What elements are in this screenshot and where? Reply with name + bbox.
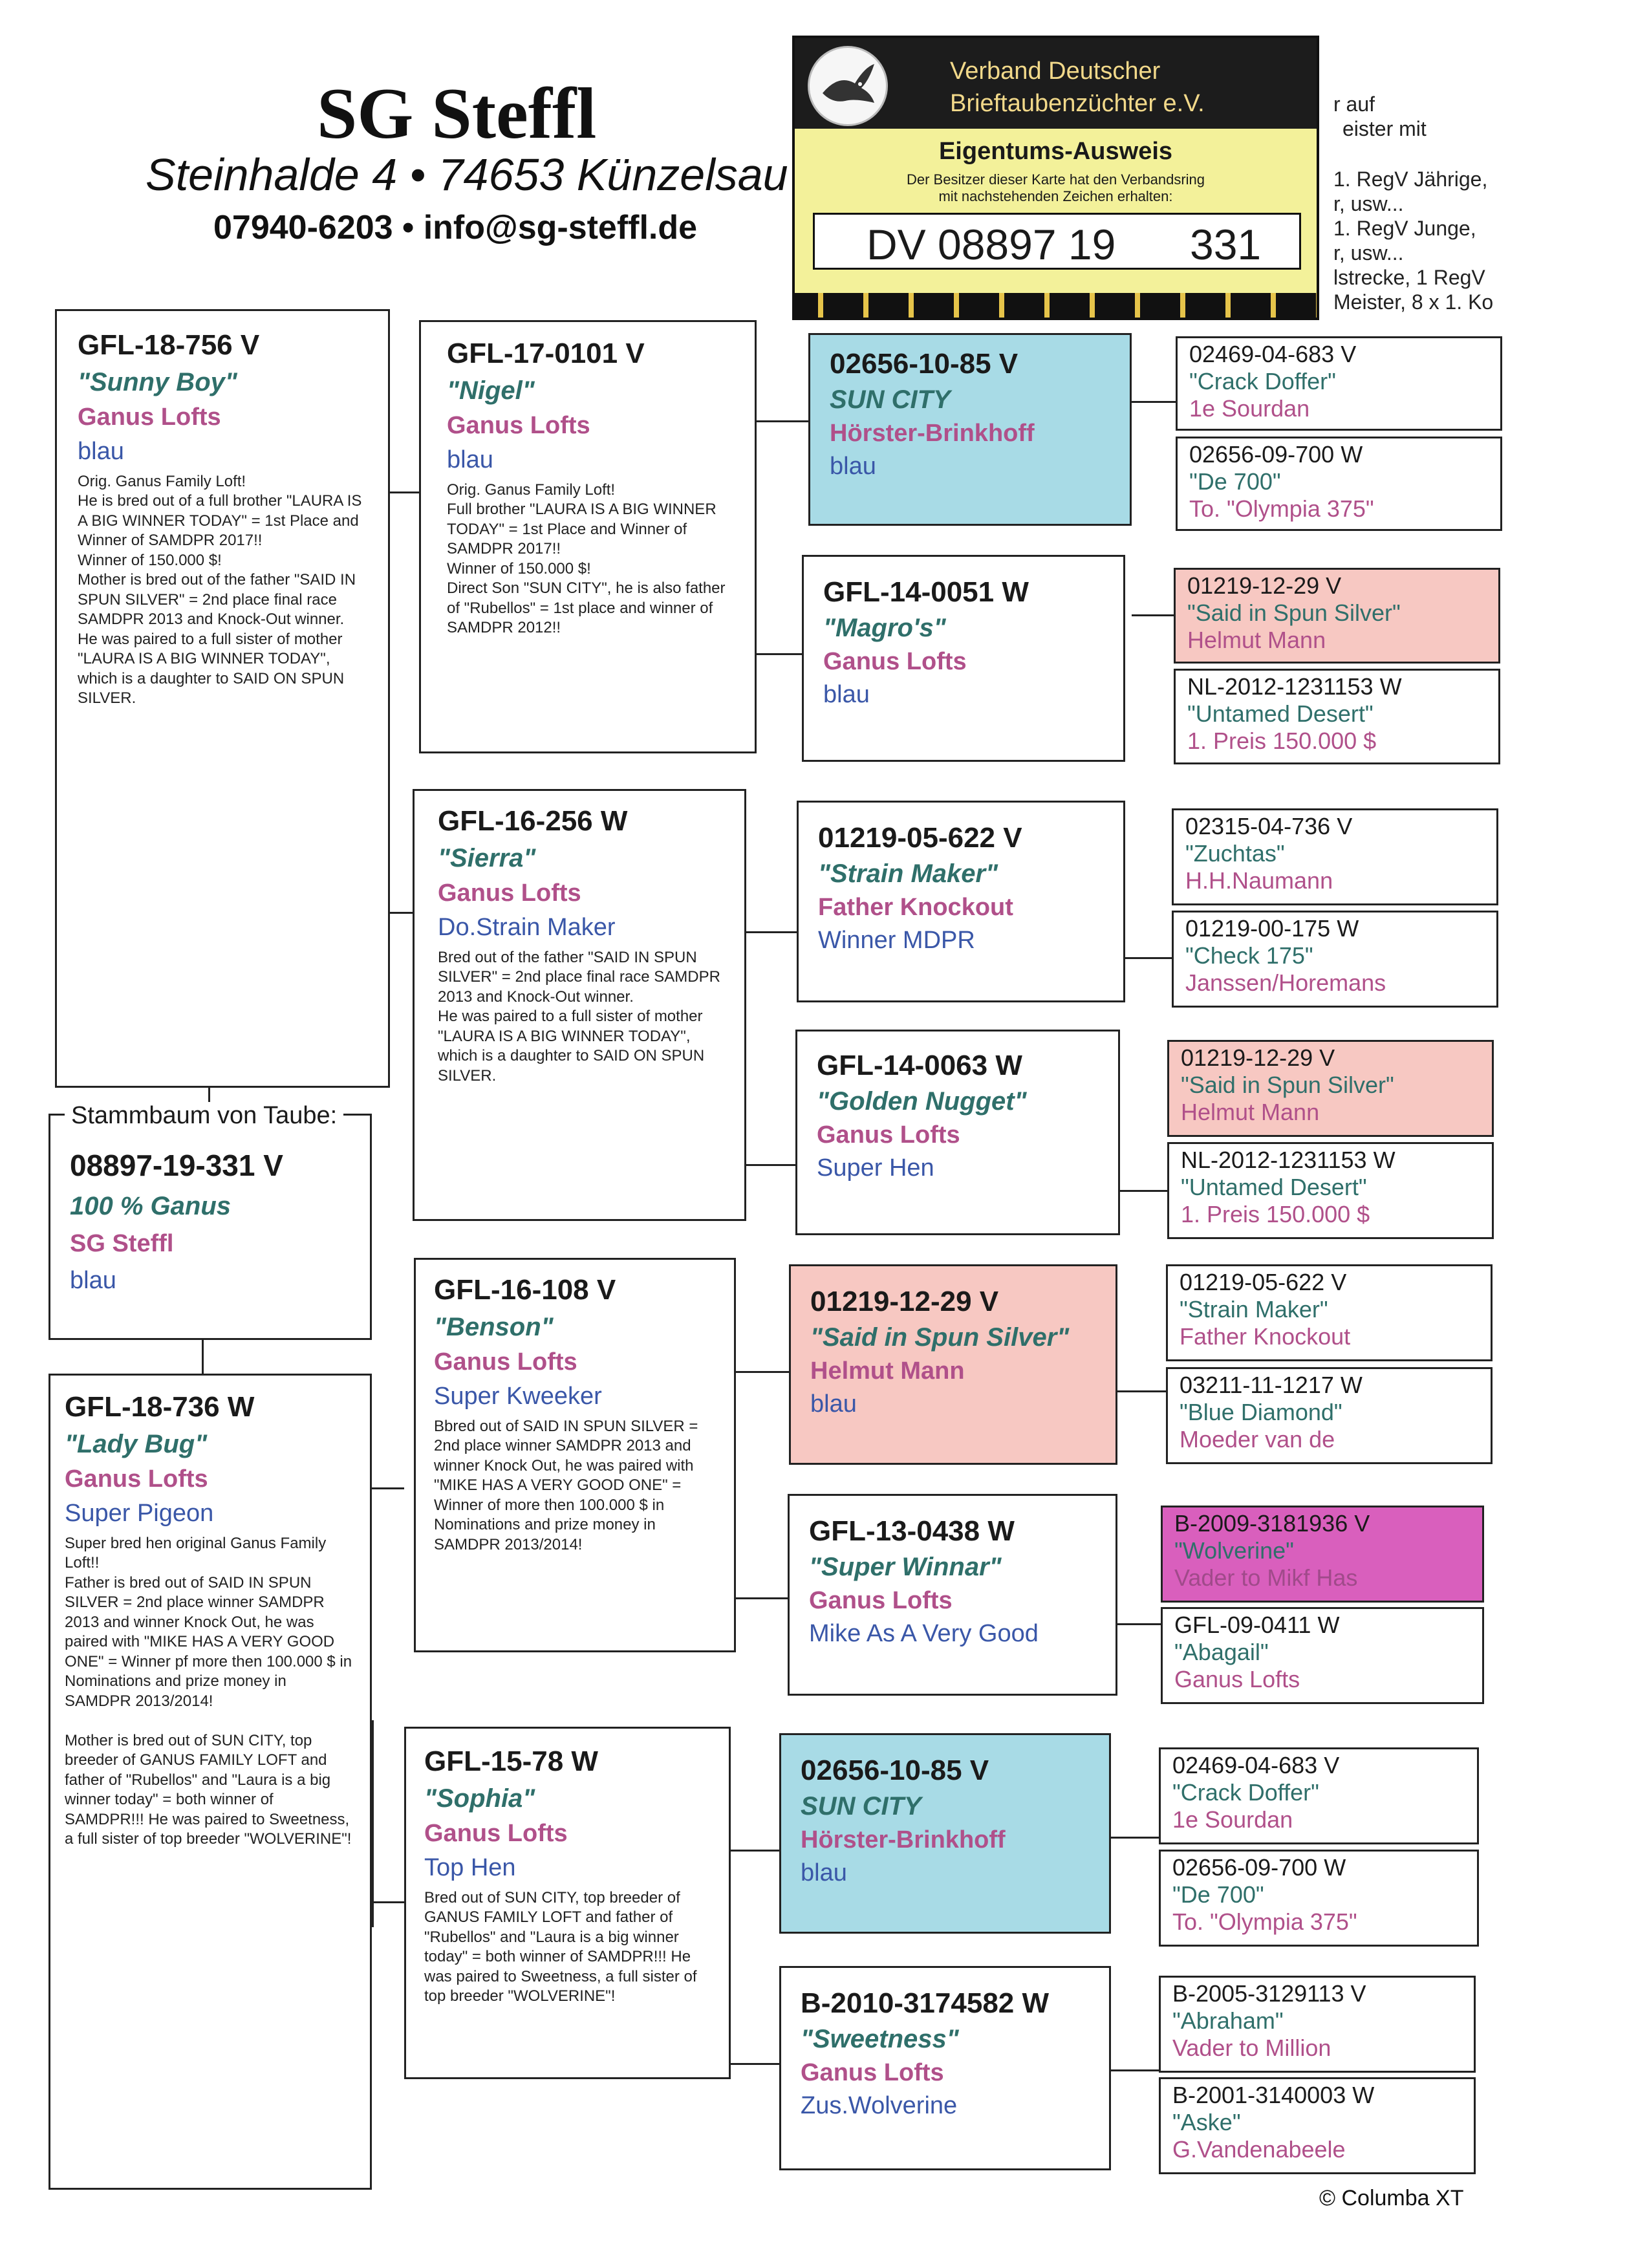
ggg-loft: Janssen/Horemans <box>1185 969 1386 996</box>
ggg-loft: 1. Preis 150.000 $ <box>1187 728 1377 754</box>
snippet: lstrecke, 1 RegV <box>1333 266 1485 289</box>
sticker-card-text2: mit nachstehenden Zeichen erhalten: <box>938 188 1173 204</box>
grandparent-loft: Ganus Lofts <box>447 412 590 439</box>
connector <box>387 491 419 493</box>
ggg-name: "Strain Maker" <box>1180 1296 1328 1323</box>
subject-color: blau <box>70 1267 116 1294</box>
header-contact: 07940-6203 • info@sg-steffl.de <box>213 209 698 246</box>
grandparent-color: blau <box>447 446 493 473</box>
gg-ring: GFL-14-0063 W <box>817 1050 1022 1081</box>
subject-loft: SG Steffl <box>70 1230 174 1257</box>
great-grandparent-card <box>795 1030 1120 1235</box>
grandparent-loft: Ganus Lofts <box>438 880 581 907</box>
connector <box>1124 957 1172 959</box>
ggg-loft: Vader to Mikf Has <box>1174 1564 1358 1591</box>
header-title: SG Steffl <box>317 74 597 154</box>
dam-loft: Ganus Lofts <box>65 1465 208 1493</box>
ggg-name: "De 700" <box>1189 468 1281 495</box>
grandparent-card <box>414 1258 736 1652</box>
dove-logo-icon <box>808 46 888 126</box>
header-address: Steinhalde 4 • 74653 Künzelsau <box>146 149 788 200</box>
ggg-loft: 1. Preis 150.000 $ <box>1181 1201 1370 1227</box>
gg-color: blau <box>830 453 876 480</box>
grandparent-description: Bred out of the father "SAID IN SPUN SILVER" = 2nd place final race SAMDPR 2013 and Knock-Out winner. He was paired to a full sister of mother "LAURA IS A BIG WINNER TODAY", which is a daughter to SAID ON SPUN SILVER. <box>438 949 720 1085</box>
ggg-loft: Moeder van de <box>1180 1426 1335 1453</box>
connector <box>734 1597 789 1599</box>
connector <box>1119 1190 1167 1192</box>
sticker-ring-prefix: DV 08897 19 <box>867 221 1116 268</box>
sticker-org-line1: Verband Deutscher <box>950 58 1161 85</box>
subject-caption: Stammbaum von Taube: <box>65 1102 343 1130</box>
gg-ring: B-2010-3174582 W <box>801 1987 1050 2019</box>
snippet: Meister, 8 x 1. Ko <box>1333 290 1494 314</box>
gg-name: "Said in Spun Silver" <box>810 1323 1070 1352</box>
gg-name: SUN CITY <box>801 1792 921 1820</box>
ggg-ring: 03211-11-1217 W <box>1180 1372 1363 1398</box>
sticker-org-line2: Brieftaubenzüchter e.V. <box>950 90 1205 117</box>
subject-ring: 08897-19-331 V <box>70 1149 283 1182</box>
snippet: r, usw... <box>1333 241 1404 265</box>
grandparent-ring: GFL-16-108 V <box>434 1274 616 1306</box>
grandparent-name: "Sierra" <box>438 844 536 872</box>
gg-ring: 02656-10-85 V <box>801 1755 989 1786</box>
gg-name: SUN CITY <box>830 385 951 414</box>
ggg-loft: 1e Sourdan <box>1189 395 1310 422</box>
ggg-card <box>1176 437 1502 531</box>
dam-card <box>48 1374 372 2190</box>
gg-name: "Golden Nugget" <box>817 1087 1027 1116</box>
sire-card <box>55 309 390 1088</box>
snippet: r, usw... <box>1333 192 1404 215</box>
sire-description: Orig. Ganus Family Loft! He is bred out of a full brother "LAURA IS A BIG WINNER TODAY" = 1st Place and Winner of SAMDPR 2017!! Winner of 150.000 $! Mother is bred out of the father "SAID IN SPUN SILVER" = 2nd place final race SAMDPR 2013 and Knock-Out winner. He was paired to a full sister of mother "LAURA IS A BIG WINNER TODAY", which is a daughter to SAID ON SPUN SILVER. <box>78 473 362 707</box>
ggg-ring: B-2005-3129113 V <box>1172 1980 1366 2007</box>
ggg-loft: 1e Sourdan <box>1172 1806 1293 1833</box>
ggg-name: "De 700" <box>1172 1881 1264 1908</box>
ggg-card <box>1166 1264 1493 1361</box>
grandparent-ring: GFL-16-256 W <box>438 805 628 837</box>
ggg-loft: Ganus Lofts <box>1174 1666 1300 1692</box>
footer-copyright: © Columba XT <box>1319 2186 1464 2210</box>
ggg-card <box>1174 669 1500 764</box>
gg-ring: GFL-13-0438 W <box>809 1515 1015 1547</box>
connector <box>731 2063 779 2065</box>
sticker-ring-number: 331 <box>1190 221 1262 268</box>
grandparent-description: Orig. Ganus Family Loft! Full brother "LAURA IS A BIG WINNER TODAY" = 1st Place and Winner of SAMDPR 2017!! Winner of 150.000 $! Direct Son "SUN CITY", he is also father of "Rubellos" = 1st place and winner of SAMDPR 2012!! <box>447 481 726 637</box>
connector <box>1117 1623 1166 1625</box>
connector <box>1132 401 1176 403</box>
ggg-loft: Helmut Mann <box>1181 1099 1320 1125</box>
ggg-ring: 02656-09-700 W <box>1189 441 1363 468</box>
ggg-card <box>1159 1976 1476 2073</box>
sticker-ornament-band <box>795 293 1317 318</box>
ggg-ring: 01219-05-622 V <box>1180 1269 1347 1295</box>
sticker-ring-field <box>813 213 1301 270</box>
ggg-loft: Vader to Million <box>1172 2035 1331 2061</box>
ggg-name: "Untamed Desert" <box>1187 700 1374 727</box>
snippet: 1. RegV Junge, <box>1333 217 1476 240</box>
gg-loft: Ganus Lofts <box>801 2059 944 2086</box>
sire-color: blau <box>78 438 124 465</box>
ggg-name: "Abraham" <box>1172 2007 1284 2034</box>
great-grandparent-card <box>789 1264 1117 1465</box>
ggg-ring: 02656-09-700 W <box>1172 1854 1346 1881</box>
connector <box>731 1850 779 1852</box>
ggg-loft: To. "Olympia 375" <box>1172 1908 1357 1935</box>
snippet: r auf <box>1333 92 1375 116</box>
ggg-ring: 02315-04-736 V <box>1185 813 1353 839</box>
grandparent-card <box>413 789 746 1221</box>
grandparent-ring: GFL-17-0101 V <box>447 338 645 369</box>
ggg-card <box>1159 1850 1479 1947</box>
connector <box>1111 2069 1159 2071</box>
connector <box>372 1720 374 1927</box>
grandparent-card <box>404 1727 731 2079</box>
subject-name: 100 % Ganus <box>70 1192 232 1220</box>
gg-ring: 01219-05-622 V <box>818 822 1022 854</box>
dam-description: Super bred hen original Ganus Family Loft!! Father is bred out of SAID IN SPUN SILVER = 2nd place winner SAMDPR 2013 and winner Knock Out, he was paired with "MIKE HAS A VERY GOOD ONE" = Winner pf more then 100.000 $ in Nominations and prize money in SAMDPR 2013/2014! Mother is bred out of SUN CITY, top breeder of GANUS FAMILY LOFT and father of "Rubellos" and "Laura is a big winner today" = both winner of SAMDPR!!! He was paired to Sweetness, a full sister of top breeder "WOLVERINE"! <box>65 1535 352 1848</box>
sire-ring: GFL-18-756 V <box>78 329 260 361</box>
ggg-ring: 01219-12-29 V <box>1181 1044 1335 1071</box>
ggg-name: "Said in Spun Silver" <box>1187 599 1401 626</box>
ggg-loft: G.Vandenabeele <box>1172 2136 1346 2163</box>
gg-loft: Father Knockout <box>818 894 1013 921</box>
great-grandparent-card <box>797 801 1125 1002</box>
gg-color: Mike As A Very Good <box>809 1620 1039 1647</box>
sticker-header <box>795 38 1317 129</box>
membership-sticker <box>792 36 1319 320</box>
grandparent-card <box>419 320 757 753</box>
ggg-card <box>1159 2077 1476 2174</box>
sire-name: "Sunny Boy" <box>78 368 237 396</box>
ggg-ring: 02469-04-683 V <box>1189 341 1357 367</box>
connector <box>755 420 808 422</box>
gg-name: "Super Winnar" <box>809 1553 1002 1581</box>
gg-loft: Helmut Mann <box>810 1357 965 1385</box>
connector <box>388 912 414 914</box>
gg-color: Zus.Wolverine <box>801 2092 958 2119</box>
gg-ring: GFL-14-0051 W <box>823 576 1029 608</box>
ggg-ring: NL-2012-1231153 W <box>1181 1147 1396 1173</box>
right-edge-snippets <box>1333 92 1493 314</box>
grandparent-color: Top Hen <box>424 1854 516 1881</box>
ggg-name: "Aske" <box>1172 2109 1241 2135</box>
connector <box>734 1371 789 1373</box>
ggg-name: "Check 175" <box>1185 942 1313 969</box>
gg-loft: Hörster-Brinkhoff <box>830 420 1035 447</box>
ggg-name: "Untamed Desert" <box>1181 1174 1367 1200</box>
great-grandparent-card <box>779 1733 1111 1934</box>
gg-color: blau <box>801 1859 847 1886</box>
gg-loft: Ganus Lofts <box>823 648 967 675</box>
ggg-name: "Crack Doffer" <box>1189 368 1336 394</box>
sticker-body <box>795 129 1317 298</box>
grandparent-description: Bbred out of SAID IN SPUN SILVER = 2nd place winner SAMDPR 2013 and winner Knock Out, he was paired with "MIKE HAS A VERY GOOD ONE" = Winner of more then 100.000 $ in Nominations and prize money in SAMDPR 2013/2014! <box>434 1418 698 1553</box>
ggg-loft: Father Knockout <box>1180 1323 1351 1350</box>
grandparent-ring: GFL-15-78 W <box>424 1745 598 1777</box>
ggg-ring: NL-2012-1231153 W <box>1187 673 1402 700</box>
ggg-card <box>1172 808 1498 905</box>
ggg-ring: B-2001-3140003 W <box>1172 2082 1375 2108</box>
ggg-name: "Crack Doffer" <box>1172 1779 1319 1806</box>
great-grandparent-card <box>779 1966 1111 2170</box>
great-grandparent-card <box>802 555 1125 762</box>
connector <box>372 1487 404 1489</box>
sticker-card-title: Eigentums-Ausweis <box>938 138 1173 165</box>
gg-ring: 02656-10-85 V <box>830 348 1018 380</box>
snippet: 1. RegV Jährige, <box>1333 167 1488 191</box>
ggg-card <box>1159 1747 1479 1844</box>
ggg-name: "Wolverine" <box>1174 1537 1294 1564</box>
connector <box>1132 614 1174 616</box>
gg-name: "Strain Maker" <box>818 859 998 888</box>
ggg-card <box>1176 336 1502 431</box>
subject-card <box>48 1114 372 1340</box>
ggg-loft: H.H.Naumann <box>1185 867 1333 894</box>
ggg-card <box>1174 568 1500 664</box>
gg-loft: Ganus Lofts <box>817 1121 960 1149</box>
gg-loft: Hörster-Brinkhoff <box>801 1826 1006 1853</box>
dam-color: Super Pigeon <box>65 1500 214 1527</box>
connector <box>202 1340 204 1374</box>
connector <box>745 931 798 933</box>
ggg-card <box>1167 1040 1494 1137</box>
ggg-ring: 01219-00-175 W <box>1185 915 1359 942</box>
grandparent-name: "Sophia" <box>424 1784 535 1813</box>
connector <box>1111 1837 1159 1839</box>
grandparent-name: "Benson" <box>434 1313 554 1341</box>
gg-name: "Sweetness" <box>801 2025 959 2053</box>
dam-name: "Lady Bug" <box>65 1430 208 1458</box>
connector <box>372 1901 404 1903</box>
ggg-ring: B-2009-3181936 V <box>1174 1510 1370 1537</box>
ggg-loft: Helmut Mann <box>1187 627 1326 653</box>
grandparent-loft: Ganus Lofts <box>434 1348 577 1376</box>
sticker-card-text1: Der Besitzer dieser Karte hat den Verbandsring <box>906 171 1205 188</box>
gg-color: Winner MDPR <box>818 927 975 954</box>
grandparent-loft: Ganus Lofts <box>424 1820 568 1847</box>
ggg-card <box>1161 1506 1484 1603</box>
ggg-name: "Abagail" <box>1174 1639 1269 1665</box>
ggg-ring: 02469-04-683 V <box>1172 1752 1340 1778</box>
ggg-ring: 01219-12-29 V <box>1187 572 1342 599</box>
snippet: eister mit <box>1342 117 1427 140</box>
ggg-card <box>1166 1367 1493 1464</box>
gg-name: "Magro's" <box>823 614 946 642</box>
dam-ring: GFL-18-736 W <box>65 1391 255 1423</box>
gg-color: Super Hen <box>817 1154 934 1182</box>
ggg-loft: To. "Olympia 375" <box>1189 495 1374 522</box>
gg-loft: Ganus Lofts <box>809 1587 953 1614</box>
ggg-card <box>1161 1607 1484 1704</box>
connector <box>745 1164 798 1166</box>
gg-ring: 01219-12-29 V <box>810 1286 999 1317</box>
grandparent-color: Super Kweeker <box>434 1383 602 1410</box>
ggg-name: "Zuchtas" <box>1185 840 1285 867</box>
ggg-name: "Blue Diamond" <box>1180 1399 1342 1425</box>
ggg-name: "Said in Spun Silver" <box>1181 1072 1394 1098</box>
ggg-card <box>1172 911 1498 1008</box>
sire-loft: Ganus Lofts <box>78 404 221 431</box>
ggg-card <box>1167 1142 1494 1239</box>
grandparent-description: Bred out of SUN CITY, top breeder of GANUS FAMILY LOFT and father of "Rubellos" and "Laura is a big winner today" = both winner of SAMDPR!!! He was paired to Sweetness, a full sister of top breeder "WOLVERINE"! <box>424 1889 697 2005</box>
gg-color: blau <box>823 681 870 708</box>
connector <box>1117 1390 1166 1392</box>
great-grandparent-card <box>788 1494 1117 1696</box>
connector <box>755 653 808 655</box>
ggg-ring: GFL-09-0411 W <box>1174 1612 1340 1638</box>
gg-color: blau <box>810 1390 857 1418</box>
grandparent-color: Do.Strain Maker <box>438 914 616 941</box>
great-grandparent-card <box>808 333 1132 526</box>
grandparent-name: "Nigel" <box>447 376 535 405</box>
